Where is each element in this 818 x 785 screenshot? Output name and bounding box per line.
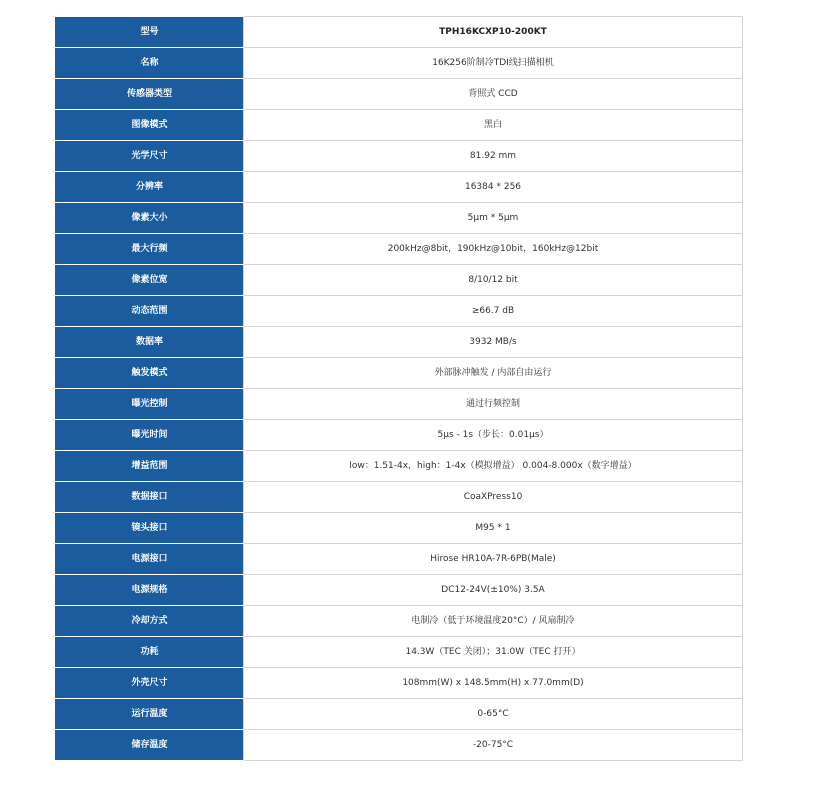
spec-value: Hirose HR10A-7R-6PB(Male) (244, 544, 743, 575)
spec-label: 名称 (56, 48, 244, 79)
spec-row-image-mode (56, 110, 743, 141)
spec-label: 数据接口 (56, 482, 244, 513)
spec-label: 像素位宽 (56, 265, 244, 296)
spec-row-cooling (56, 606, 743, 637)
spec-value: 5μm * 5μm (244, 203, 743, 234)
spec-value: 通过行频控制 (244, 389, 743, 420)
spec-value: 背照式 CCD (244, 79, 743, 110)
spec-table-body (56, 17, 743, 761)
spec-value: -20-75°C (244, 730, 743, 761)
spec-row-power-connector (56, 544, 743, 575)
spec-label: 储存温度 (56, 730, 244, 761)
spec-label: 分辨率 (56, 172, 244, 203)
spec-label: 增益范围 (56, 451, 244, 482)
spec-value: 16384 * 256 (244, 172, 743, 203)
spec-label: 传感器类型 (56, 79, 244, 110)
spec-value: 200kHz@8bit，190kHz@10bit，160kHz@12bit (244, 234, 743, 265)
spec-row-model (56, 17, 743, 48)
spec-row-lens-mount (56, 513, 743, 544)
spec-label: 触发模式 (56, 358, 244, 389)
spec-label: 功耗 (56, 637, 244, 668)
spec-label: 镜头接口 (56, 513, 244, 544)
spec-label: 数据率 (56, 327, 244, 358)
spec-row-gain-range (56, 451, 743, 482)
spec-row-exposure-control (56, 389, 743, 420)
spec-table (55, 16, 743, 761)
spec-row-data-rate (56, 327, 743, 358)
spec-label: 动态范围 (56, 296, 244, 327)
spec-value: M95 * 1 (244, 513, 743, 544)
spec-label: 运行温度 (56, 699, 244, 730)
spec-value: 108mm(W) x 148.5mm(H) x 77.0mm(D) (244, 668, 743, 699)
spec-row-optical-size (56, 141, 743, 172)
spec-label: 最大行频 (56, 234, 244, 265)
spec-value: CoaXPress10 (244, 482, 743, 513)
spec-value: DC12-24V(±10%) 3.5A (244, 575, 743, 606)
spec-value: 外部脉冲触发 / 内部自由运行 (244, 358, 743, 389)
spec-row-sensor-type (56, 79, 743, 110)
spec-label: 外壳尺寸 (56, 668, 244, 699)
spec-row-max-line-rate (56, 234, 743, 265)
spec-row-operating-temp (56, 699, 743, 730)
spec-row-exposure-time (56, 420, 743, 451)
spec-row-trigger-mode (56, 358, 743, 389)
spec-value: low：1.51-4x，high：1-4x（模拟增益） 0.004-8.000x（数字增益） (244, 451, 743, 482)
spec-value: 黑白 (244, 110, 743, 141)
spec-label: 电源规格 (56, 575, 244, 606)
spec-label: 像素大小 (56, 203, 244, 234)
spec-value: 8/10/12 bit (244, 265, 743, 296)
spec-value: 81.92 mm (244, 141, 743, 172)
spec-value: 3932 MB/s (244, 327, 743, 358)
spec-row-housing-size (56, 668, 743, 699)
spec-value: 16K256阶制冷TDI线扫描相机 (244, 48, 743, 79)
spec-label: 曝光控制 (56, 389, 244, 420)
spec-row-storage-temp (56, 730, 743, 761)
spec-value: 电制冷（低于环境温度20°C）/ 风扇制冷 (244, 606, 743, 637)
spec-value: 0-65°C (244, 699, 743, 730)
spec-value: TPH16KCXP10-200KT (244, 17, 743, 48)
spec-row-pixel-size (56, 203, 743, 234)
spec-row-power-spec (56, 575, 743, 606)
spec-row-power-consumption (56, 637, 743, 668)
spec-label: 光学尺寸 (56, 141, 244, 172)
spec-row-dynamic-range (56, 296, 743, 327)
spec-value: 14.3W（TEC 关闭）；31.0W（TEC 打开） (244, 637, 743, 668)
spec-label: 图像模式 (56, 110, 244, 141)
spec-label: 电源接口 (56, 544, 244, 575)
spec-value: ≥66.7 dB (244, 296, 743, 327)
spec-label: 冷却方式 (56, 606, 244, 637)
spec-row-resolution (56, 172, 743, 203)
spec-row-name (56, 48, 743, 79)
spec-value: 5μs - 1s（步长：0.01μs） (244, 420, 743, 451)
spec-label: 型号 (56, 17, 244, 48)
spec-row-data-interface (56, 482, 743, 513)
spec-label: 曝光时间 (56, 420, 244, 451)
spec-row-bit-depth (56, 265, 743, 296)
